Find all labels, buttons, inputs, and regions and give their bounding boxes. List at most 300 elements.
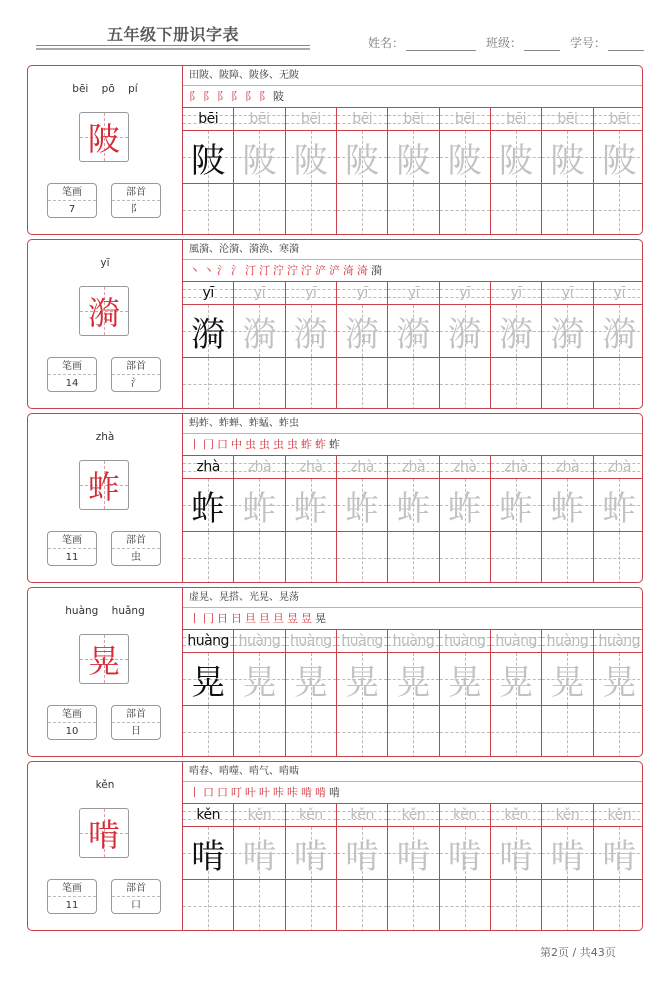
stroke-step: 口 (217, 438, 229, 451)
character-cell[interactable] (337, 479, 387, 532)
practice-grid (183, 630, 643, 757)
guide-line (311, 880, 312, 931)
character-cell[interactable] (440, 131, 490, 184)
practice-column (286, 630, 337, 757)
pinyin-cell[interactable] (234, 804, 284, 827)
pinyin-cell[interactable] (337, 630, 387, 653)
character-trace: 漪 (345, 314, 380, 355)
pinyin-trace: bēi (300, 111, 321, 127)
name-label: 姓名： (368, 36, 405, 50)
stroke-step: 汀 (259, 264, 271, 277)
blank-writing-cell[interactable] (542, 184, 592, 235)
blank-writing-cell[interactable] (542, 706, 592, 757)
blank-writing-cell[interactable] (440, 358, 490, 409)
blank-writing-cell[interactable] (491, 532, 541, 583)
blank-writing-cell[interactable] (337, 358, 387, 409)
stroke-step: 啃 (315, 786, 327, 799)
pinyin-trace: zhà (299, 459, 323, 475)
stroke-step: 咔 (273, 786, 285, 799)
guide-line (413, 880, 414, 931)
stroke-count-label: 笔画 (48, 532, 96, 549)
pinyin-cell[interactable] (337, 282, 387, 305)
radical-value: 虫 (131, 552, 141, 563)
character-cell[interactable] (440, 827, 490, 880)
pinyin-cell[interactable] (440, 456, 490, 479)
pinyin-cell[interactable] (286, 282, 336, 305)
character-cell[interactable] (337, 305, 387, 358)
pinyin-cell[interactable] (388, 630, 438, 653)
stroke-step: 丶 (203, 264, 215, 277)
character-trace: 晃 (293, 662, 328, 703)
blank-writing-cell[interactable] (388, 358, 438, 409)
character-cell[interactable] (542, 131, 592, 184)
character-cell[interactable] (337, 131, 387, 184)
blank-writing-cell[interactable] (286, 184, 336, 235)
character-cell[interactable] (234, 479, 284, 532)
pinyin-cell[interactable] (234, 108, 284, 131)
character-cell[interactable] (440, 305, 490, 358)
radical-label: 部首 (112, 358, 160, 375)
pinyin-cell[interactable] (388, 804, 438, 827)
example-words: 蚂蚱、蚱蝉、蚱蜢、蚱虫 (183, 414, 643, 434)
character-card (27, 761, 643, 931)
stroke-step: 丨 (189, 612, 201, 625)
practice-column (234, 630, 285, 757)
pinyin-cell[interactable] (388, 282, 438, 305)
practice-grid (183, 282, 643, 409)
blank-writing-cell[interactable] (491, 358, 541, 409)
pinyin-cell[interactable] (491, 456, 541, 479)
practice-column (286, 108, 337, 235)
pinyin-trace: bēi (609, 111, 630, 127)
stroke-count-label: 笔画 (48, 706, 96, 723)
pinyin-cell[interactable] (542, 108, 592, 131)
pinyin-cell[interactable] (286, 108, 336, 131)
character-trace: 啃 (602, 836, 637, 877)
character-cell[interactable] (491, 131, 541, 184)
guide-line (516, 532, 517, 583)
stroke-step: 泞 (301, 264, 313, 277)
character-cell[interactable] (286, 653, 336, 706)
character-cell[interactable] (337, 827, 387, 880)
character-card (27, 65, 643, 235)
radical-box (111, 879, 161, 914)
stroke-step: 虫 (245, 438, 257, 451)
blank-writing-cell[interactable] (542, 358, 592, 409)
practice-column (491, 630, 542, 757)
stroke-step: 口 (217, 786, 229, 799)
pinyin-trace: zhà (401, 459, 426, 475)
example-words: 啃春、啃噬、啃气、啃啮 (183, 762, 643, 782)
practice-column (542, 456, 593, 583)
guide-line (516, 358, 517, 409)
pinyin-cell[interactable] (337, 804, 387, 827)
character-cell[interactable] (337, 653, 387, 706)
pinyin-cell[interactable] (286, 630, 336, 653)
character-cell[interactable] (234, 305, 284, 358)
character-cell[interactable] (183, 827, 233, 880)
pinyin-cell[interactable] (183, 456, 233, 479)
pinyin-cell[interactable] (440, 108, 490, 131)
pinyin-model: yī (202, 285, 214, 301)
character-box (79, 460, 129, 510)
character-trace: 陂 (550, 140, 585, 181)
blank-writing-cell[interactable] (183, 532, 233, 583)
stroke-order-row (183, 782, 643, 804)
character-cell[interactable] (286, 479, 336, 532)
blank-writing-cell[interactable] (440, 532, 490, 583)
blank-writing-cell[interactable] (234, 706, 284, 757)
character-trace: 漪 (242, 314, 277, 355)
blank-writing-cell[interactable] (594, 358, 643, 409)
character-trace: 晃 (242, 662, 277, 703)
pinyin-trace: kěn (452, 807, 477, 823)
blank-writing-cell[interactable] (594, 184, 643, 235)
guide-line (208, 184, 209, 235)
character-trace: 陂 (242, 140, 277, 181)
pinyin-trace: yī (356, 285, 368, 301)
title-underline (36, 45, 310, 50)
guide-line (516, 880, 517, 931)
character-trace: 啃 (550, 836, 585, 877)
stroke-step: 晃 (315, 612, 327, 625)
character-cell[interactable] (542, 479, 592, 532)
practice-column (388, 282, 439, 409)
pinyin-cell[interactable] (388, 456, 438, 479)
pinyin-trace: zhà (247, 459, 272, 475)
character-cell[interactable] (183, 305, 233, 358)
student-number-field[interactable] (570, 34, 644, 51)
pinyin-cell[interactable] (594, 804, 643, 827)
stroke-count-value: 14 (65, 378, 79, 389)
stroke-count-label: 笔画 (48, 184, 96, 201)
pinyin-cell[interactable] (183, 282, 233, 305)
practice-column (542, 108, 593, 235)
character-cell[interactable] (286, 827, 336, 880)
example-words: 虚晃、晃搭、光晃、晃荡 (183, 588, 643, 608)
character-cell[interactable] (594, 653, 643, 706)
blank-writing-cell[interactable] (183, 184, 233, 235)
pinyin-cell[interactable] (491, 804, 541, 827)
stroke-step: 氵 (231, 264, 243, 277)
character-cell[interactable] (440, 653, 490, 706)
guide-line (311, 706, 312, 757)
character-cell[interactable] (542, 653, 592, 706)
guide-line (311, 532, 312, 583)
character-cell[interactable] (594, 131, 643, 184)
stroke-step: 日 (231, 612, 243, 625)
stroke-step: 阝 (231, 90, 243, 103)
character-cell[interactable] (388, 653, 438, 706)
blank-writing-cell[interactable] (388, 532, 438, 583)
stroke-step: 旦 (273, 612, 285, 625)
stroke-step: 阝 (259, 90, 271, 103)
blank-writing-cell[interactable] (286, 706, 336, 757)
character-trace: 啃 (293, 836, 328, 877)
pinyin-trace: yī (561, 285, 574, 301)
character-trace: 陂 (396, 140, 431, 181)
practice-column (440, 804, 491, 931)
pinyin-trace: kěn (607, 807, 632, 823)
character-info (28, 414, 182, 582)
pinyin-cell[interactable] (594, 630, 643, 653)
character-cell[interactable] (183, 131, 233, 184)
character-cell[interactable] (234, 131, 284, 184)
blank-writing-cell[interactable] (286, 532, 336, 583)
blank-writing-cell[interactable] (440, 706, 490, 757)
blank-writing-cell[interactable] (388, 706, 438, 757)
blank-writing-cell[interactable] (542, 532, 592, 583)
pinyin-trace: kěn (299, 807, 323, 823)
character-cell[interactable] (440, 479, 490, 532)
pinyin-cell[interactable] (594, 108, 643, 131)
stroke-step: 日 (217, 612, 229, 625)
stroke-step: 旦 (245, 612, 257, 625)
character-cell[interactable] (388, 479, 438, 532)
guide-line (465, 358, 466, 409)
character-cell[interactable] (594, 305, 643, 358)
character-cell[interactable] (183, 479, 233, 532)
practice-column (183, 804, 234, 931)
character-trace: 啃 (345, 836, 380, 877)
character-trace: 陂 (499, 140, 534, 181)
character-cell[interactable] (388, 131, 438, 184)
pinyin-cell[interactable] (234, 456, 284, 479)
name-blank[interactable] (406, 37, 476, 51)
guide-line (516, 184, 517, 235)
practice-area (182, 762, 643, 930)
pinyin-trace: yī (305, 285, 317, 301)
blank-writing-cell[interactable] (388, 880, 438, 931)
practice-column (491, 456, 542, 583)
character-trace: 啃 (242, 836, 277, 877)
pinyin-cell[interactable] (440, 804, 490, 827)
pinyin-trace: kěn (555, 807, 580, 823)
character-cell[interactable] (491, 653, 541, 706)
blank-writing-cell[interactable] (594, 532, 643, 583)
worksheet-title: 五年级下册识字表 (106, 25, 239, 44)
practice-grid (183, 456, 643, 583)
stroke-step: 旦 (259, 612, 271, 625)
pinyin-trace: zhà (504, 459, 528, 475)
character-cell[interactable] (491, 305, 541, 358)
radical-value: 氵 (131, 378, 141, 389)
stroke-step: 阝 (203, 90, 215, 103)
character-trace: 漪 (499, 314, 534, 355)
pinyin-cell[interactable] (491, 108, 541, 131)
class-label: 班级： (486, 36, 523, 50)
blank-writing-cell[interactable] (234, 880, 284, 931)
practice-column (491, 282, 542, 409)
practice-column (337, 630, 388, 757)
practice-column (491, 108, 542, 235)
blank-writing-cell[interactable] (337, 184, 387, 235)
practice-column (337, 108, 388, 235)
practice-column (542, 804, 593, 931)
class-blank[interactable] (524, 37, 560, 51)
guide-line (362, 358, 363, 409)
character-cell[interactable] (491, 479, 541, 532)
pinyin-cell[interactable] (542, 630, 592, 653)
stroke-step: 浐 (315, 264, 327, 277)
pinyin-cell[interactable] (491, 282, 541, 305)
character-cell[interactable] (542, 305, 592, 358)
blank-writing-cell[interactable] (388, 184, 438, 235)
blank-writing-cell[interactable] (491, 184, 541, 235)
practice-column (388, 630, 439, 757)
student-number-blank[interactable] (608, 37, 644, 51)
pinyin-cell[interactable] (337, 108, 387, 131)
pinyin-trace: zhà (453, 459, 477, 475)
character-cell[interactable] (286, 305, 336, 358)
pinyin-trace: bēi (249, 111, 270, 127)
pinyin-cell[interactable] (542, 282, 592, 305)
pinyin-cell[interactable] (594, 456, 643, 479)
main-character: 漪 (87, 294, 120, 332)
stroke-step: 丨 (189, 786, 201, 799)
blank-writing-cell[interactable] (491, 880, 541, 931)
pinyin-trace: bēi (454, 111, 475, 127)
practice-column (440, 108, 491, 235)
guide-line (619, 880, 620, 931)
pinyin-readings: bēi pō pí (72, 83, 138, 95)
radical-label: 部首 (112, 706, 160, 723)
character-trace: 啃 (396, 836, 431, 877)
pinyin-trace: huàng (598, 633, 641, 649)
pinyin-trace: kěn (247, 807, 272, 823)
pinyin-cell[interactable] (491, 630, 541, 653)
stroke-step: 叶 (259, 786, 271, 799)
pinyin-trace: yī (459, 285, 471, 301)
blank-writing-cell[interactable] (594, 706, 643, 757)
pinyin-trace: bēi (352, 111, 373, 127)
pinyin-readings: yī (100, 257, 110, 269)
stroke-step: 昱 (301, 612, 313, 625)
blank-writing-cell[interactable] (491, 706, 541, 757)
pinyin-cell[interactable] (183, 108, 233, 131)
pinyin-trace: yī (613, 285, 625, 301)
character-cell[interactable] (491, 827, 541, 880)
character-cell[interactable] (594, 479, 643, 532)
pinyin-cell[interactable] (234, 630, 284, 653)
practice-column (440, 456, 491, 583)
pinyin-cell[interactable] (183, 630, 233, 653)
blank-writing-cell[interactable] (337, 880, 387, 931)
guide-line (311, 184, 312, 235)
blank-writing-cell[interactable] (286, 358, 336, 409)
stroke-step: 冂 (203, 438, 215, 451)
name-field[interactable] (368, 34, 476, 51)
blank-writing-cell[interactable] (594, 880, 643, 931)
character-info (28, 588, 182, 756)
character-trace: 漪 (602, 314, 637, 355)
pinyin-trace: yī (253, 285, 266, 301)
radical-box (111, 531, 161, 566)
character-box (79, 808, 129, 858)
practice-column (286, 456, 337, 583)
guide-line (567, 880, 568, 931)
practice-column (183, 108, 234, 235)
pinyin-cell[interactable] (286, 456, 336, 479)
stroke-order-row (183, 260, 643, 282)
character-cell[interactable] (388, 305, 438, 358)
guide-line (362, 706, 363, 757)
practice-column (388, 804, 439, 931)
stroke-step: 蚱 (301, 438, 313, 451)
blank-writing-cell[interactable] (542, 880, 592, 931)
pinyin-trace: yī (510, 285, 522, 301)
pinyin-cell[interactable] (234, 282, 284, 305)
character-cell[interactable] (594, 827, 643, 880)
pinyin-trace: yī (407, 285, 420, 301)
pinyin-readings: zhà (95, 431, 115, 443)
practice-column (234, 804, 285, 931)
class-field[interactable] (486, 34, 560, 51)
blank-writing-cell[interactable] (183, 880, 233, 931)
blank-writing-cell[interactable] (234, 532, 284, 583)
blank-writing-cell[interactable] (183, 358, 233, 409)
pinyin-cell[interactable] (440, 630, 490, 653)
pinyin-cell[interactable] (337, 456, 387, 479)
character-cell[interactable] (388, 827, 438, 880)
blank-writing-cell[interactable] (183, 706, 233, 757)
guide-line (413, 358, 414, 409)
pinyin-trace: bēi (506, 111, 527, 127)
guide-line (259, 706, 260, 757)
blank-writing-cell[interactable] (440, 184, 490, 235)
pinyin-cell[interactable] (542, 456, 592, 479)
character-card (27, 413, 643, 583)
character-cell[interactable] (542, 827, 592, 880)
character-trace: 啃 (447, 836, 482, 877)
character-cell[interactable] (234, 827, 284, 880)
stroke-step: 丶 (189, 264, 201, 277)
radical-box (111, 705, 161, 740)
character-cell[interactable] (183, 653, 233, 706)
blank-writing-cell[interactable] (337, 532, 387, 583)
blank-writing-cell[interactable] (234, 358, 284, 409)
stroke-count-label: 笔画 (48, 358, 96, 375)
guide-line (362, 532, 363, 583)
pinyin-cell[interactable] (440, 282, 490, 305)
character-cell[interactable] (234, 653, 284, 706)
pinyin-model: zhà (196, 459, 220, 475)
stroke-count-value: 10 (65, 726, 79, 737)
pinyin-trace: bēi (403, 111, 424, 127)
practice-column (440, 282, 491, 409)
blank-writing-cell[interactable] (234, 184, 284, 235)
pinyin-cell[interactable] (183, 804, 233, 827)
blank-writing-cell[interactable] (440, 880, 490, 931)
blank-writing-cell[interactable] (337, 706, 387, 757)
character-trace: 漪 (396, 314, 431, 355)
character-trace: 蚱 (447, 488, 482, 529)
pinyin-cell[interactable] (594, 282, 643, 305)
blank-writing-cell[interactable] (286, 880, 336, 931)
guide-line (619, 184, 620, 235)
radical-box (111, 183, 161, 218)
guide-line (465, 184, 466, 235)
main-character: 蚱 (87, 468, 120, 506)
pinyin-cell[interactable] (542, 804, 592, 827)
guide-line (208, 358, 209, 409)
pinyin-cell[interactable] (286, 804, 336, 827)
practice-grid (183, 804, 643, 931)
stroke-count-box (47, 183, 97, 218)
pinyin-cell[interactable] (388, 108, 438, 131)
character-cell[interactable] (286, 131, 336, 184)
practice-column (594, 804, 643, 931)
